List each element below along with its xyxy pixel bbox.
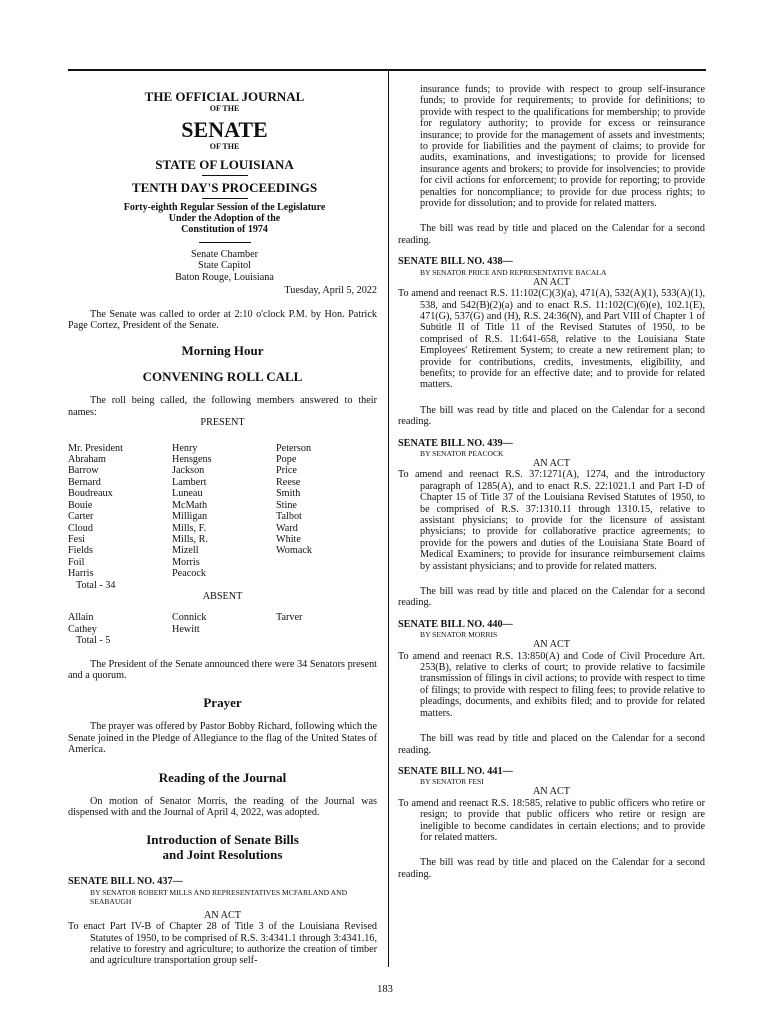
senator-name: Reese xyxy=(276,476,301,488)
bill-439-act: AN ACT xyxy=(532,457,571,469)
senator-name: Mizell xyxy=(172,545,199,557)
bill-437-sponsor: BY SENATOR ROBERT MILLS AND REPRESENTATIVES MCFARLAND AND SEABAUGH xyxy=(90,887,348,906)
location-line-2: State Capitol xyxy=(198,260,251,272)
senator-name: Mr. President xyxy=(68,442,123,454)
senator-name: Peterson xyxy=(276,442,312,454)
day-title: TENTH DAY'S PROCEEDINGS xyxy=(131,180,318,195)
bill-440-status: The bill was read by title and placed on the Calendar for a second reading. xyxy=(398,733,705,756)
bill-440-number: SENATE BILL NO. 440— xyxy=(398,618,513,630)
senator-name: Hewitt xyxy=(172,623,200,635)
location-line-3: Baton Rouge, Louisiana xyxy=(175,271,274,283)
bill-437-act: AN ACT xyxy=(203,909,242,921)
senator-name: Milligan xyxy=(172,511,208,523)
journal-title: THE OFFICIAL JOURNAL xyxy=(144,89,305,104)
session-line-3: Constitution of 1974 xyxy=(181,224,268,235)
senator-name: Stine xyxy=(276,499,297,511)
senator-name: Jackson xyxy=(172,465,205,477)
left-column xyxy=(68,84,377,967)
reading-paragraph: On motion of Senator Morris, the reading of the Journal was dispensed with and the Journal of April 4, 2022, was adopted. xyxy=(68,795,377,818)
senator-name: Price xyxy=(276,465,297,477)
bill-438-text: To amend and reenact R.S. 11:102(C)(3)(a), 471(A), 532(A)(1), 533(A)(1), 538, and 542(B)(2)(a) and to enact R.S. 11:102(C)(6)(e), 102.1(E), 471(G), 537(G) and (H), R.S. 24:36(N), and Part VIII of Chapter 1 of Subtitle II of Title 11 of the Revised Statutes of 1950, to be comprised of R.S. 11:641-658, relative to the Louisiana State Employees' Retirement System; to create a new retirement plan; to provide for contributions, credits, investments, eligibility, and benefits; to provide for an effective date; and to provide for related matters. xyxy=(398,288,705,391)
bill-440-text: To amend and reenact R.S. 13:850(A) and Code of Civil Procedure Art. 253(B), relative to clerks of court; to provide relative to facsimile transmission of filings in civil actions; to provide with respect to time of filings; to provide with respect to filing fees; to provide relative to pleadings, documents, and exhibits filed; and to provide for related matters. xyxy=(398,650,705,719)
bill-439-number: SENATE BILL NO. 439— xyxy=(398,437,513,449)
present-roster xyxy=(68,443,377,580)
masthead-rule-1 xyxy=(202,175,248,176)
bill-438-act: AN ACT xyxy=(532,276,571,288)
senator-name: Boudreaux xyxy=(68,488,113,500)
session-line-2: Under the Adoption of the xyxy=(168,213,281,224)
present-label: PRESENT xyxy=(200,417,245,429)
session-date: Tuesday, April 5, 2022 xyxy=(284,285,377,297)
bill-440-act: AN ACT xyxy=(532,639,571,651)
bill-439-text: To amend and reenact R.S. 37:1271(A), 1274, and the introductory paragraph of 1285(A), and to enact R.S. 22:1021.1 and Part I-D of Chapter 15 of Title 37 of the Louisiana Revised Statutes of 1950, to be comprised of R.S. 37:1310.11 through 1310.15, relative to assistant physicians; to provide for the licensure of assistant physicians; to provide for collaborative practice agreements; to provide for the powers and duties of the Louisiana State Board of Medical Examiners; to provide for insurance reimbursement claims by assistant physicians; and to provide for related matters. xyxy=(398,469,705,572)
senator-name: Connick xyxy=(172,612,207,624)
bill-439-sponsor: BY SENATOR PEACOCK xyxy=(420,448,504,458)
senator-name: Morris xyxy=(172,556,200,568)
introduction-heading-1: Introduction of Senate Bills xyxy=(146,832,299,848)
absent-roster xyxy=(68,612,377,635)
bill-438-status: The bill was read by title and placed on the Calendar for a second reading. xyxy=(398,404,705,428)
senator-name: Barrow xyxy=(68,465,99,477)
senator-name: Cathey xyxy=(68,623,97,635)
right-column xyxy=(398,84,705,880)
roll-call-heading: CONVENING ROLL CALL xyxy=(142,369,303,385)
bill-437-number: SENATE BILL NO. 437— xyxy=(68,876,183,888)
senator-name: Smith xyxy=(276,488,301,500)
masthead-rule-3 xyxy=(199,242,251,243)
introduction-heading-2: and Joint Resolutions xyxy=(162,847,283,863)
of-the-1: OF THE xyxy=(209,104,240,113)
bill-441-number: SENATE BILL NO. 441— xyxy=(398,765,513,777)
roll-call-intro: The roll being called, the following members answered to their names: xyxy=(68,395,377,418)
session-line-1: Forty-eighth Regular Session of the Legislature xyxy=(123,202,326,213)
senator-name: Cloud xyxy=(68,522,93,534)
senator-name: Bernard xyxy=(68,476,101,488)
senator-name: Hensgens xyxy=(172,454,212,466)
location-line-1: Senate Chamber xyxy=(190,249,259,260)
senator-name: Ward xyxy=(276,522,298,534)
present-total: Total - 34 xyxy=(76,579,116,591)
masthead-rule-2 xyxy=(202,198,248,199)
senator-name: Womack xyxy=(276,545,312,557)
senator-name: Luneau xyxy=(172,488,203,500)
page-number: 183 xyxy=(377,984,393,995)
bill-441-sponsor: BY SENATOR FESI xyxy=(420,777,484,787)
senator-name: McMath xyxy=(172,499,208,511)
senator-name: Tarver xyxy=(276,612,303,624)
senator-name: Bouie xyxy=(68,499,93,511)
reading-heading: Reading of the Journal xyxy=(158,769,287,785)
senator-name: Mills, R. xyxy=(172,533,208,545)
absent-column-1 xyxy=(68,612,172,635)
senator-name: Lambert xyxy=(172,476,207,488)
senator-name: Fields xyxy=(68,545,93,557)
state-title: STATE OF LOUISIANA xyxy=(155,157,294,172)
quorum-paragraph: The President of the Senate announced there were 34 Senators present and a quorum. xyxy=(68,658,377,681)
bill-439-status: The bill was read by title and placed on the Calendar for a second reading. xyxy=(398,586,705,609)
masthead xyxy=(68,89,377,283)
prayer-heading: Prayer xyxy=(203,695,242,711)
bill-441-text: To amend and reenact R.S. 18:585, relative to public officers who retire or resign; to provide that public officers who retire or resign are ineligible to become candidates in certain elections; and to provide for related matters. xyxy=(398,797,705,843)
senator-name: Fesi xyxy=(68,533,85,545)
bill-438-sponsor: BY SENATOR PRICE AND REPRESENTATIVE BACALA xyxy=(420,267,607,277)
senator-name: Henry xyxy=(172,442,198,454)
bill-437-text: To enact Part IV-B of Chapter 28 of Title 3 of the Louisiana Revised Statutes of 1950, to be comprised of R.S. 3:4341.1 through 3:4341.16, relative to forestry and agriculture; to authorize the creation of timber and agriculture transportation group self- xyxy=(68,921,377,967)
present-column-3 xyxy=(276,443,376,580)
present-column-1 xyxy=(68,443,172,580)
absent-total: Total - 5 xyxy=(76,635,111,647)
bill-441-act: AN ACT xyxy=(532,786,571,798)
senator-name: Abraham xyxy=(68,454,106,466)
bill-441-status: The bill was read by title and placed on the Calendar for a second reading. xyxy=(398,857,705,880)
absent-column-3 xyxy=(276,612,376,635)
bill-438-number: SENATE BILL NO. 438— xyxy=(398,256,513,268)
senator-name: White xyxy=(276,533,301,545)
senator-name: Allain xyxy=(68,612,94,624)
absent-label: ABSENT xyxy=(202,590,243,602)
bill-437-continued: insurance funds; to provide with respect to group self-insurance funds; to provide for requirements; to provide for definitions; to provide with respect to the qualifications for membership; to provide for regulatory authority; to provide for excess or reinsurance insurance; to provide for the management of assets and investments; to provide for liabilities and the payment of claims; to provide for audits, examinations, and investigations; to provide for licensed insurance agents and brokers; to provide for insolvencies; to provide for civil actions for enforcement; to provide for reporting; to provide penalties for noncompliance; to provide for due process rights; to provide for dissolution; and to provide for related matters. xyxy=(420,84,705,210)
absent-column-2 xyxy=(172,612,276,635)
senator-name: Peacock xyxy=(172,568,206,580)
senator-name: Harris xyxy=(68,568,94,580)
column-divider xyxy=(388,71,389,967)
of-the-2: OF THE xyxy=(209,142,240,151)
prayer-paragraph: The prayer was offered by Pastor Bobby Richard, following which the Senate joined in the Pledge of Allegiance to the flag of the United States of America. xyxy=(68,721,377,756)
morning-hour-heading: Morning Hour xyxy=(181,343,264,359)
senator-name: Talbot xyxy=(276,511,302,523)
senate-title: SENATE xyxy=(181,117,268,142)
present-column-2 xyxy=(172,443,276,580)
senator-name: Pope xyxy=(276,454,297,466)
senator-name: Carter xyxy=(68,511,94,523)
top-rule xyxy=(68,69,706,71)
bill-437-status: The bill was read by title and placed on the Calendar for a second reading. xyxy=(398,223,705,246)
senator-name: Mills, F. xyxy=(172,522,207,534)
senator-name: Foil xyxy=(68,556,85,568)
bill-440-sponsor: BY SENATOR MORRIS xyxy=(420,630,498,640)
opening-paragraph: The Senate was called to order at 2:10 o'clock P.M. by Hon. Patrick Page Cortez, President of the Senate. xyxy=(68,308,377,332)
